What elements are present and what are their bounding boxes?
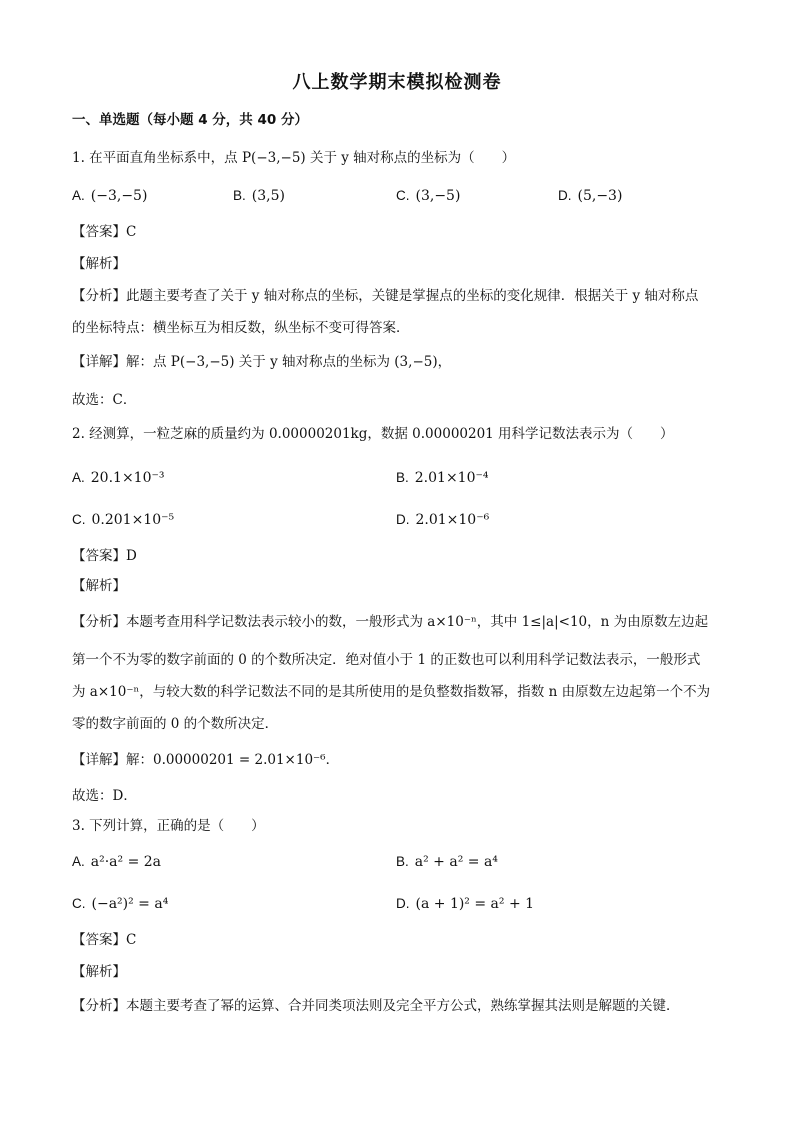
q2-analysis-line-3: 为 a×10⁻ⁿ，与较大数的科学记数法不同的是其所使用的是负整数指数幂，指数 n 由原数左边起第一个不为 <box>72 684 711 700</box>
q1-option-b <box>233 186 285 206</box>
q1-option-c <box>396 186 460 206</box>
q3-option-a <box>72 852 161 872</box>
q3-answer: 【答案】C <box>72 932 137 948</box>
q1-option-a-label: A. <box>72 188 85 203</box>
q1-option-a-value: (−3,−5) <box>90 188 148 204</box>
q2-option-d <box>396 510 489 530</box>
q1-option-d <box>558 186 622 206</box>
q2-analysis-line-2: 第一个不为零的数字前面的 0 的个数所决定．绝对值小于 1 的正数也可以利用科学记数法表示，一般形式 <box>72 652 701 668</box>
q2-answer: 【答案】D <box>72 548 137 564</box>
q3-option-d <box>396 894 534 914</box>
q2-option-a-value: 20.1×10⁻³ <box>90 470 165 486</box>
q2-analysis-line-4: 零的数字前面的 0 的个数所决定． <box>72 716 279 732</box>
q2-analysis-heading: 【解析】 <box>72 578 126 594</box>
q1-option-c-label: C. <box>396 188 410 203</box>
q3-option-b-value: a² + a² = a⁴ <box>414 854 498 870</box>
q3-option-a-label: A. <box>72 854 85 869</box>
q2-option-a-label: A. <box>72 470 85 485</box>
q2-stem: 2. 经测算，一粒芝麻的质量约为 0.00000201kg，数据 0.00000201 用科学记数法表示为（ ） <box>72 426 674 442</box>
q2-option-b-label: B. <box>396 470 409 485</box>
q3-option-c <box>72 894 168 914</box>
q1-option-c-value: (3,−5) <box>415 188 461 204</box>
q3-option-c-value: (−a²)² = a⁴ <box>91 896 169 912</box>
q2-detail: 【详解】解：0.00000201 = 2.01×10⁻⁶． <box>72 752 340 768</box>
q3-option-c-label: C. <box>72 896 86 911</box>
q2-analysis-line-1: 【分析】本题考查用科学记数法表示较小的数，一般形式为 a×10⁻ⁿ，其中 1≤|a|<10，n 为由原数左边起 <box>72 614 709 630</box>
q2-option-c-label: C. <box>72 512 86 527</box>
q3-analysis-line-1: 【分析】本题主要考查了幂的运算、合并同类项法则及完全平方公式，熟练掌握其法则是解题的关键． <box>72 998 680 1014</box>
q2-option-b-value: 2.01×10⁻⁴ <box>414 470 489 486</box>
q1-option-d-label: D. <box>558 188 572 203</box>
q1-analysis-heading: 【解析】 <box>72 256 126 272</box>
q1-analysis-line-1: 【分析】此题主要考查了关于 y 轴对称点的坐标，关键是掌握点的坐标的变化规律．根据关于 y 轴对称点 <box>72 288 699 304</box>
q2-option-a <box>72 468 164 488</box>
q2-option-b <box>396 468 488 488</box>
q3-option-d-value: (a + 1)² = a² + 1 <box>415 896 535 912</box>
q1-analysis-line-2: 的坐标特点：横坐标互为相反数，纵坐标不变可得答案． <box>72 320 410 336</box>
q3-option-b <box>396 852 498 872</box>
q2-option-c-value: 0.201×10⁻⁵ <box>91 512 175 528</box>
section-heading: 一、单选题（每小题 4 分，共 40 分） <box>72 112 308 128</box>
q1-answer: 【答案】C <box>72 224 137 240</box>
q1-option-b-label: B. <box>233 188 246 203</box>
q1-choose: 故选：C． <box>72 392 137 408</box>
q1-stem: 1. 在平面直角坐标系中，点 P(−3,−5) 关于 y 轴对称点的坐标为（ ） <box>72 150 516 166</box>
q3-analysis-heading: 【解析】 <box>72 964 126 980</box>
q1-option-b-value: (3,5) <box>251 188 285 204</box>
q3-option-a-value: a²·a² = 2a <box>90 854 162 870</box>
q2-option-d-label: D. <box>396 512 410 527</box>
q2-option-d-value: 2.01×10⁻⁶ <box>415 512 490 528</box>
q3-stem: 3. 下列计算，正确的是（ ） <box>72 818 265 834</box>
q1-option-d-value: (5,−3) <box>577 188 623 204</box>
q3-option-b-label: B. <box>396 854 409 869</box>
q2-option-c <box>72 510 174 530</box>
q1-detail: 【详解】解：点 P(−3,−5) 关于 y 轴对称点的坐标为 (3,−5)， <box>72 354 452 370</box>
q1-option-a <box>72 186 147 206</box>
page-title: 八上数学期末模拟检测卷 <box>292 72 502 93</box>
q3-option-d-label: D. <box>396 896 410 911</box>
q2-choose: 故选：D． <box>72 788 137 804</box>
